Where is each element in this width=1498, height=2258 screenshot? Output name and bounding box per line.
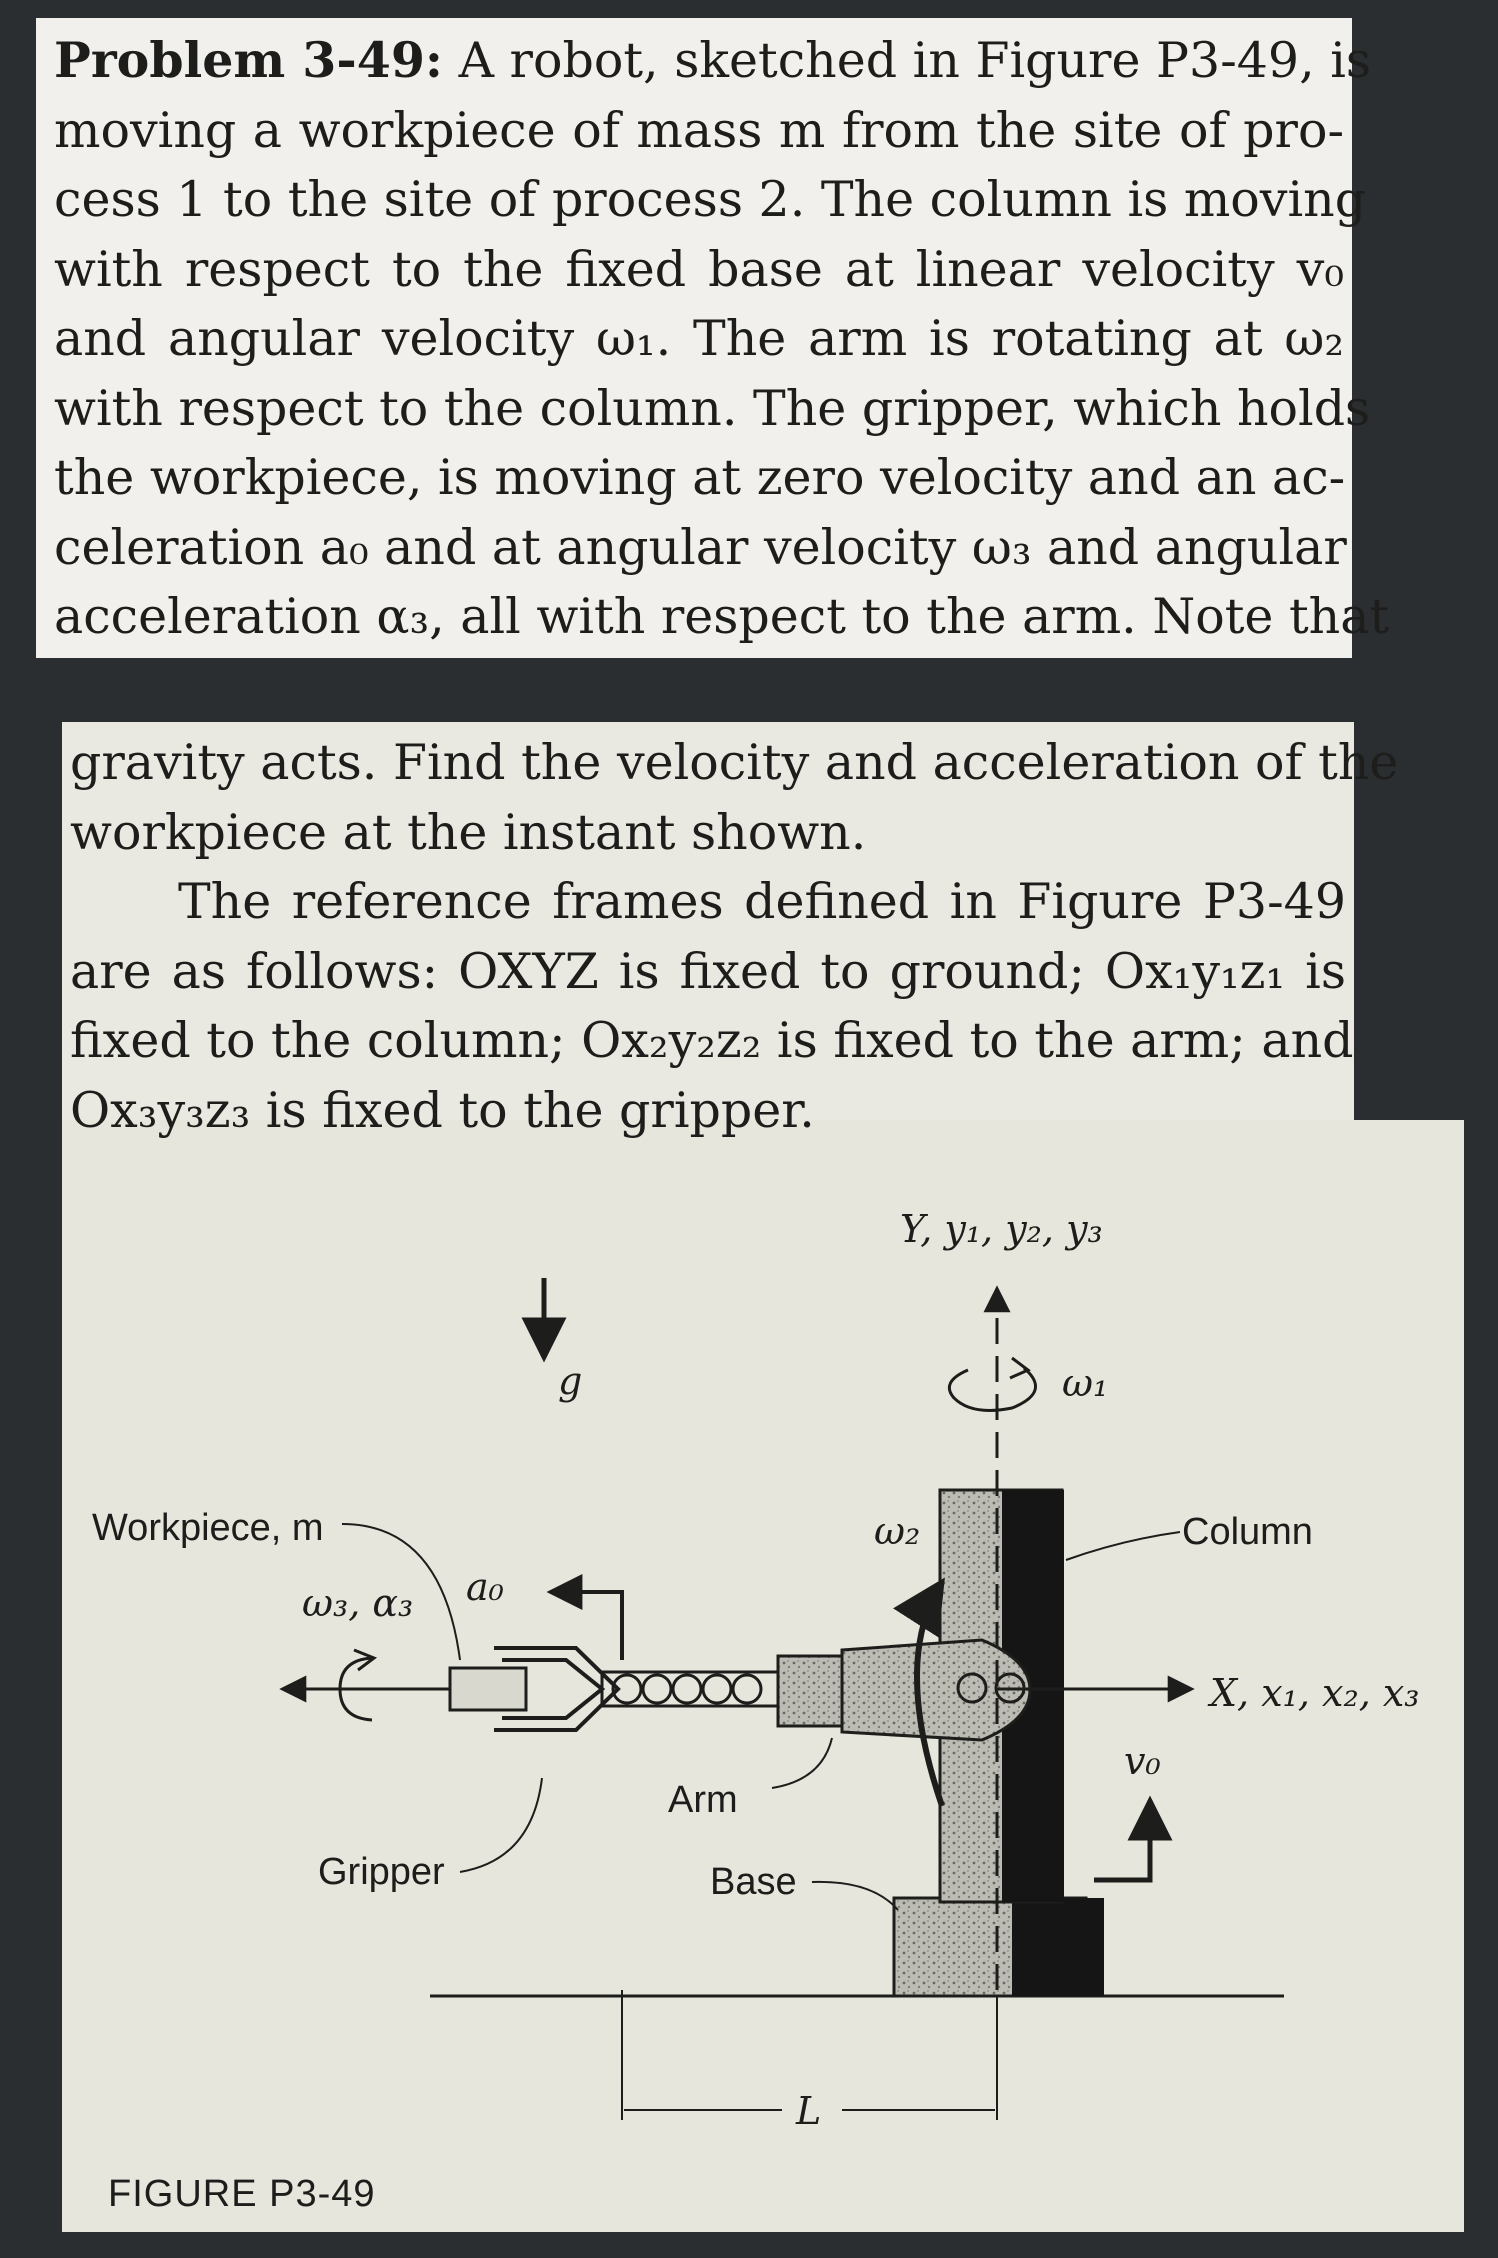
- gripper: [450, 1648, 618, 1730]
- problem-statement: [54, 26, 1390, 652]
- a0-label: a₀: [466, 1565, 504, 1609]
- problem-line: with respect to the column. The gripper, which holds: [54, 379, 1371, 437]
- gripper-label: Gripper: [318, 1851, 445, 1893]
- arm-spring-link: [602, 1672, 778, 1706]
- base-block: [894, 1898, 1104, 1996]
- problem-line: Ox₃y₃z₃ is fixed to the gripper.: [70, 1081, 815, 1139]
- arm-label: Arm: [668, 1779, 738, 1821]
- y-axis-label: Y, y₁, y₂, y₃: [900, 1207, 1103, 1251]
- arm: [778, 1640, 1030, 1740]
- l-label: L: [796, 2089, 822, 2133]
- g-label: g: [558, 1359, 583, 1403]
- problem-line: workpiece at the instant shown.: [70, 803, 867, 861]
- problem-line: the workpiece, is moving at zero velocity and an ac-: [54, 449, 1346, 506]
- problem-line: The reference frames defined in Figure P3-49: [178, 873, 1346, 930]
- v0-label: v₀: [1124, 1739, 1161, 1783]
- column-label: Column: [1182, 1511, 1313, 1553]
- problem-line: gravity acts. Find the velocity and acceleration of the: [70, 734, 1399, 791]
- problem-heading: Problem 3-49:: [54, 31, 444, 89]
- omega3-alpha3-label: ω₃, α₃: [302, 1581, 414, 1625]
- base-label: Base: [710, 1861, 797, 1903]
- problem-line: moving a workpiece of mass m from the site of pro-: [54, 101, 1344, 159]
- v0-arrow: [1094, 1800, 1150, 1880]
- figure-caption: FIGURE P3-49: [108, 2173, 376, 2215]
- workpiece-rotation-symbol: [282, 1650, 450, 1720]
- workpiece-label: Workpiece, m: [92, 1507, 324, 1549]
- problem-line: and angular velocity ω₁. The arm is rotating at ω₂: [54, 310, 1344, 367]
- omega1-label: ω₁: [1062, 1361, 1109, 1405]
- x-axis-label: X, x₁, x₂, x₃: [1210, 1671, 1420, 1715]
- omega1-rotation-arrow: [949, 1358, 1035, 1410]
- problem-statement-continued: [70, 728, 1399, 1145]
- problem-line: with respect to the fixed base at linear velocity v₀: [54, 240, 1344, 298]
- problem-line: fixed to the column; Ox₂y₂z₂ is fixed to the arm; and: [70, 1012, 1354, 1069]
- problem-line: acceleration α₃, all with respect to the arm. Note that: [54, 588, 1390, 645]
- omega2-label: ω₂: [874, 1509, 921, 1553]
- problem-line: celeration a₀ and at angular velocity ω₃ and angular: [54, 518, 1347, 576]
- problem-line: cess 1 to the site of process 2. The column is moving: [54, 171, 1367, 228]
- problem-line: A robot, sketched in Figure P3-49, is: [458, 32, 1372, 89]
- robot-figure: [62, 1120, 1464, 2232]
- problem-line: are as follows: OXYZ is fixed to ground; Ox₁y₁z₁ is: [70, 942, 1346, 1000]
